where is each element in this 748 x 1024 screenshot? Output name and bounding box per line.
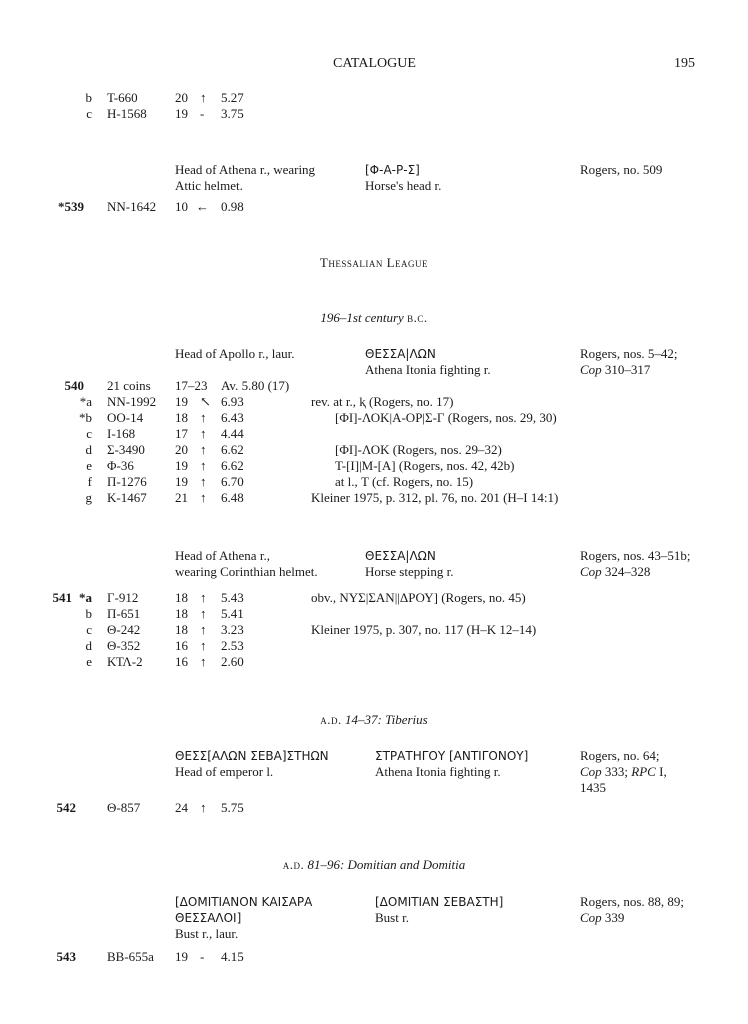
reverse-line: Horse stepping r. xyxy=(365,564,454,579)
period-era: a.d. xyxy=(320,712,342,727)
diameter: 16 xyxy=(175,638,188,653)
inventory-number: NN-1642 xyxy=(107,199,157,214)
reverse-legend: [ΔΟΜΙΤΙΑΝ ΣΕΒΑΣΤΗ] xyxy=(375,895,504,909)
obverse-line: Head of Athena r., xyxy=(175,548,270,563)
die-axis: ↑ xyxy=(200,410,207,425)
die-axis: ↑ xyxy=(200,590,207,605)
diameter: 19 xyxy=(175,394,188,409)
entry-label: g xyxy=(85,490,92,505)
note: Kleiner 1975, p. 312, pl. 76, no. 201 (H–I 14:1) xyxy=(311,490,559,505)
entry-label: *b xyxy=(79,410,92,425)
inventory-number: Γ-912 xyxy=(107,590,139,605)
period-dates: 81–96: Domitian and Domitia xyxy=(307,857,466,872)
catalogue-number: 541 xyxy=(52,590,72,605)
reference xyxy=(580,764,667,780)
die-axis: ↑ xyxy=(200,90,207,105)
note: Kleiner 1975, p. 307, no. 117 (H–K 12–14) xyxy=(311,622,537,637)
die-axis: - xyxy=(200,106,205,121)
weight: 6.93 xyxy=(221,394,244,409)
entry-label: e xyxy=(86,458,92,473)
catalogue-number: 543 xyxy=(56,949,76,964)
diameter: 17 xyxy=(175,426,188,441)
entry-label: *a xyxy=(79,590,92,605)
period-dates: 14–37: Tiberius xyxy=(345,712,428,727)
die-axis: ← xyxy=(196,199,209,214)
die-axis: ↑ xyxy=(200,442,207,457)
diameter: 17–23 xyxy=(175,378,208,393)
catalogue-number: *539 xyxy=(58,199,84,214)
obverse-legend: ΘΕΣΣΑΛΟΙ] xyxy=(175,911,242,925)
diameter: 18 xyxy=(175,410,188,425)
reverse-legend: ΘΕΣΣΑ|ΛΩΝ xyxy=(365,549,436,563)
inventory-number: ΚΤΛ-2 xyxy=(107,654,143,669)
inventory-number: OO-14 xyxy=(107,410,144,425)
die-axis: ↑ xyxy=(200,458,207,473)
inventory-number: Σ-3490 xyxy=(107,442,145,457)
weight: 5.75 xyxy=(221,800,244,815)
page-number: 195 xyxy=(674,56,695,71)
weight: 6.43 xyxy=(221,410,244,425)
note: rev. at r., ⱪ (Rogers, no. 17) xyxy=(311,394,454,409)
reference: Rogers, nos. 88, 89; xyxy=(580,894,684,909)
diameter: 20 xyxy=(175,442,188,457)
die-axis: ↑ xyxy=(200,638,207,653)
die-axis: ↑ xyxy=(200,474,207,489)
diameter: 19 xyxy=(175,949,188,964)
obverse-line: Head of Apollo r., laur. xyxy=(175,346,295,361)
weight: 3.23 xyxy=(221,622,244,637)
ref-cop: Cop xyxy=(580,910,602,925)
entry-label: e xyxy=(86,654,92,669)
ref-cop: Cop xyxy=(580,362,602,377)
weight: 6.70 xyxy=(221,474,244,489)
weight: 6.62 xyxy=(221,458,244,473)
note: [ΦΙ]-ΛΟΚ (Rogers, nos. 29–32) xyxy=(335,442,502,457)
die-axis: ↑ xyxy=(200,606,207,621)
reference xyxy=(580,910,624,926)
reverse-legend: ΘΕΣΣΑ|ΛΩΝ xyxy=(365,347,436,361)
reference xyxy=(580,564,650,580)
weight: 3.75 xyxy=(221,106,244,121)
weight: 4.44 xyxy=(221,426,244,441)
weight: 5.27 xyxy=(221,90,244,105)
note: obv., ΝΥΣ|ΣΑΝ||ΔΡΟΥ] (Rogers, no. 45) xyxy=(311,590,526,605)
inventory-number: Θ-857 xyxy=(107,800,141,815)
section-heading: Thessalian League xyxy=(319,255,429,270)
obverse-legend: [ΔΟΜΙΤΙΑΝΟΝ ΚΑΙΣΑΡΑ xyxy=(175,895,313,909)
period-era: b.c. xyxy=(407,310,428,325)
die-axis: ↑ xyxy=(200,490,207,505)
obverse-line: Attic helmet. xyxy=(175,178,243,193)
period-heading xyxy=(0,712,748,728)
running-header: CATALOGUE xyxy=(333,56,416,71)
ref-cop: Cop xyxy=(580,764,602,779)
reference: Rogers, no. 64; xyxy=(580,748,660,763)
reference xyxy=(580,362,650,378)
entry-label: f xyxy=(87,474,92,489)
reference: Rogers, nos. 5–42; xyxy=(580,346,678,361)
entry-label: c xyxy=(86,622,92,637)
diameter: 19 xyxy=(175,106,188,121)
inventory-number: H-1568 xyxy=(107,106,147,121)
note: at l., Τ (cf. Rogers, no. 15) xyxy=(335,474,474,489)
weight: 6.62 xyxy=(221,442,244,457)
weight: 4.15 xyxy=(221,949,244,964)
weight: 0.98 xyxy=(221,199,244,214)
weight: 2.53 xyxy=(221,638,244,653)
reference: Rogers, no. 509 xyxy=(580,162,663,177)
inventory-number: Θ-242 xyxy=(107,622,141,637)
diameter: 18 xyxy=(175,622,188,637)
entry-label: b xyxy=(85,90,92,105)
weight: Av. 5.80 (17) xyxy=(221,378,290,393)
reverse-line: Athena Itonia fighting r. xyxy=(365,362,491,377)
reverse-line: Horse's head r. xyxy=(365,178,442,193)
inventory-number: Π-1276 xyxy=(107,474,147,489)
period-heading xyxy=(0,857,748,873)
reverse-line: Bust r. xyxy=(375,910,409,925)
obverse-line: Head of Athena r., wearing xyxy=(175,162,316,177)
diameter: 19 xyxy=(175,474,188,489)
obverse-legend: ΘΕΣΣ[ΑΛΩΝ ΣΕΒΑ]ΣΤΗΩΝ xyxy=(175,749,329,763)
die-axis: ↑ xyxy=(200,426,207,441)
die-axis: - xyxy=(200,949,205,964)
note: [ΦΙ]-ΛΟΚ|Α-ΟΡ|Σ-Γ (Rogers, nos. 29, 30) xyxy=(335,410,557,425)
inventory-number: K-1467 xyxy=(107,490,147,505)
catalogue-number: 542 xyxy=(56,800,76,815)
die-axis: ↑ xyxy=(200,654,207,669)
ref-rpc: RPC xyxy=(631,764,656,779)
inventory-number: Φ-36 xyxy=(107,458,134,473)
inventory-number: T-660 xyxy=(107,90,138,105)
inventory-number: I-168 xyxy=(107,426,136,441)
ref-cop-range: 339 xyxy=(601,910,625,925)
diameter: 18 xyxy=(175,590,188,605)
diameter: 24 xyxy=(175,800,188,815)
obverse-line: wearing Corinthian helmet. xyxy=(175,564,318,579)
ref-rpc-vol: I, xyxy=(655,764,667,779)
catalogue-number: 540 xyxy=(64,378,84,393)
weight: 6.48 xyxy=(221,490,244,505)
die-axis: ↑ xyxy=(200,800,207,815)
diameter: 16 xyxy=(175,654,188,669)
period-heading xyxy=(0,310,748,326)
ref-cop-range: 310–317 xyxy=(601,362,651,377)
entry-label: c xyxy=(86,426,92,441)
inventory-number: Θ-352 xyxy=(107,638,141,653)
ref-cop-range: 324–328 xyxy=(601,564,651,579)
diameter: 20 xyxy=(175,90,188,105)
obverse-line: Bust r., laur. xyxy=(175,926,239,941)
period-dates: 196–1st century xyxy=(320,310,404,325)
weight: 5.43 xyxy=(221,590,244,605)
weight: 5.41 xyxy=(221,606,244,621)
inventory-number: BB-655a xyxy=(107,949,154,964)
die-axis: ↖ xyxy=(200,394,211,409)
entry-label: b xyxy=(85,606,92,621)
inventory-number: 21 coins xyxy=(107,378,151,393)
reverse-legend: [Φ-Α-Ρ-Σ] xyxy=(365,163,420,177)
reverse-line: Athena Itonia fighting r. xyxy=(375,764,501,779)
diameter: 19 xyxy=(175,458,188,473)
reverse-legend: ΣΤΡΑΤΗΓΟΥ [ΑΝΤΙΓΟΝΟΥ] xyxy=(375,749,529,763)
diameter: 10 xyxy=(175,199,188,214)
obverse-line: Head of emperor l. xyxy=(175,764,274,779)
ref-cop-range: 333; xyxy=(601,764,632,779)
note: Τ-[Ι]|Μ-[Α] (Rogers, nos. 42, 42b) xyxy=(335,458,515,473)
reference: 1435 xyxy=(580,780,606,795)
ref-cop: Cop xyxy=(580,564,602,579)
weight: 2.60 xyxy=(221,654,244,669)
period-era: a.d. xyxy=(282,857,305,872)
entry-label: c xyxy=(86,106,92,121)
diameter: 18 xyxy=(175,606,188,621)
entry-label: d xyxy=(85,638,92,653)
diameter: 21 xyxy=(175,490,188,505)
entry-label: d xyxy=(85,442,92,457)
entry-label: *a xyxy=(79,394,92,409)
die-axis: ↑ xyxy=(200,622,207,637)
inventory-number: Π-651 xyxy=(107,606,141,621)
reference: Rogers, nos. 43–51b; xyxy=(580,548,691,563)
inventory-number: NN-1992 xyxy=(107,394,157,409)
